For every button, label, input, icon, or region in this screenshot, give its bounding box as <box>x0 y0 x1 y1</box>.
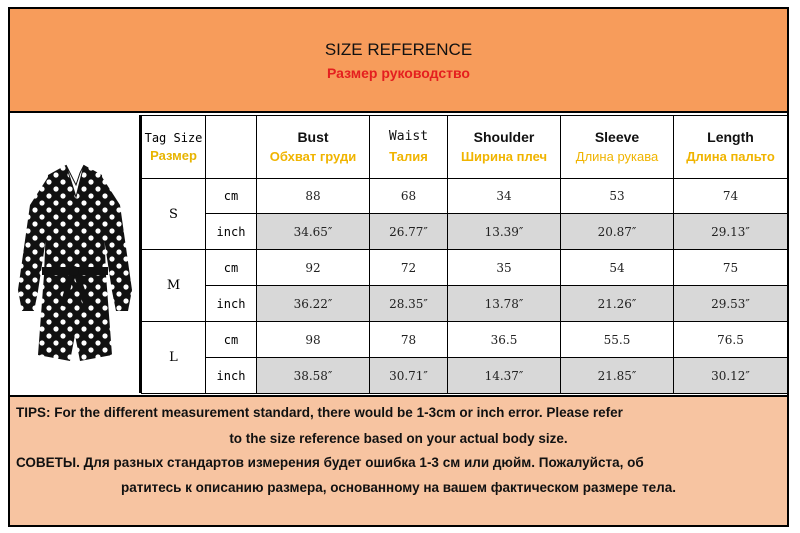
unit-label: inch <box>206 286 257 322</box>
table-cell: 68 <box>370 179 448 214</box>
table-cell: 55.5 <box>561 322 674 358</box>
page-title-russian: Размер руководство <box>327 65 470 81</box>
column-label-russian: Ширина плеч <box>460 149 548 164</box>
table-cell: 76.5 <box>674 322 788 358</box>
size-label: L <box>142 322 206 394</box>
table-cell: 36.5 <box>448 322 561 358</box>
table-cell: 54 <box>561 250 674 286</box>
column-label: Shoulder <box>473 129 535 145</box>
table-cell: 88 <box>257 179 370 214</box>
unit-label: cm <box>206 250 257 286</box>
tips-line-en-1: TIPS: For the different measurement standard, there would be 1-3cm or inch error. Please refer <box>16 405 623 420</box>
table-cell: 92 <box>257 250 370 286</box>
table-cell: 20.87″ <box>561 214 674 250</box>
table-cell: 21.85″ <box>561 358 674 394</box>
table-cell: 14.37″ <box>448 358 561 394</box>
table-cell: 26.77″ <box>370 214 448 250</box>
table-cell: 34 <box>448 179 561 214</box>
table-cell: 36.22″ <box>257 286 370 322</box>
table-cell: 74 <box>674 179 788 214</box>
table-cell: 72 <box>370 250 448 286</box>
column-label-russian: Длина пальто <box>686 149 775 164</box>
table-cell: 21.26″ <box>561 286 674 322</box>
column-label: Bust <box>297 129 329 145</box>
unit-label: inch <box>206 214 257 250</box>
table-cell: 13.39″ <box>448 214 561 250</box>
column-label-russian: Длина рукава <box>575 149 659 164</box>
table-cell: 38.58″ <box>257 358 370 394</box>
table-cell: 75 <box>674 250 788 286</box>
table-cell: 13.78″ <box>448 286 561 322</box>
table-cell: 34.65″ <box>257 214 370 250</box>
page-title: SIZE REFERENCE <box>324 40 473 59</box>
unit-label: inch <box>206 358 257 394</box>
column-label: Length <box>707 129 754 145</box>
unit-label: cm <box>206 179 257 214</box>
outer-border <box>8 7 789 527</box>
tag-size-label: Tag Size <box>144 131 203 145</box>
table-cell: 30.71″ <box>370 358 448 394</box>
column-label: Waist <box>388 129 429 144</box>
tips-line-ru-1: СОВЕТЫ. Для разных стандартов измерения будет ошибка 1-3 см или дюйм. Пожалуйста, об <box>16 455 644 470</box>
size-label: S <box>142 179 206 250</box>
table-cell: 29.13″ <box>674 214 788 250</box>
size-label: M <box>142 250 206 322</box>
table-cell: 28.35″ <box>370 286 448 322</box>
unit-label: cm <box>206 322 257 358</box>
table-cell: 29.53″ <box>674 286 788 322</box>
column-label: Sleeve <box>594 129 640 145</box>
column-label-russian: Талия <box>389 149 428 164</box>
table-cell: 30.12″ <box>674 358 788 394</box>
table-cell: 53 <box>561 179 674 214</box>
table-cell: 35 <box>448 250 561 286</box>
tips-line-ru-2: ратитесь к описанию размера, основанному на вашем фактическом размере тела. <box>120 480 677 495</box>
table-cell: 78 <box>370 322 448 358</box>
table-cell: 98 <box>257 322 370 358</box>
tips-line-en-2: to the size reference based on your actual body size. <box>229 431 568 446</box>
column-label-russian: Обхват груди <box>269 149 357 164</box>
tag-size-label-russian: Размер <box>150 148 197 163</box>
